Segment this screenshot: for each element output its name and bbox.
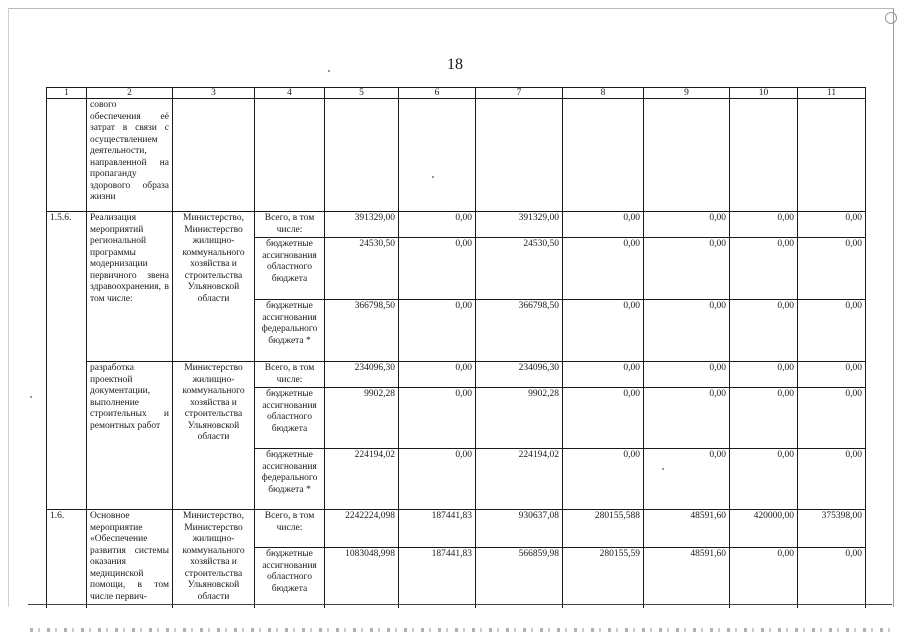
amount-cell: 24530,50 [325,238,399,300]
column-number: 1 [47,88,87,99]
amount-cell: 0,00 [399,238,476,300]
amount-cell: 0,00 [399,388,476,449]
amount-cell: 0,00 [563,449,644,510]
amount-cell: 224194,02 [325,449,399,510]
amount-cell: 0,00 [798,449,866,510]
page-bottom-rule [28,604,892,605]
amount-cell: 0,00 [399,300,476,362]
amount-cell: 0,00 [399,362,476,388]
funding-source: бюджетные ассигнования областного бюджета [255,548,325,608]
amount-cell: 280155,588 [563,510,644,548]
column-number: 6 [399,88,476,99]
measure-name: сового обеспечения её затрат в связи с осуществлением деятельности, направленной на пропаганду здорового образа жизни [87,99,173,212]
executor: Министерство жилищно-коммунального хозяйства и строительства Ульяновской области [173,362,255,510]
amount-cell: 0,00 [563,300,644,362]
amount-cell: 0,00 [563,362,644,388]
amount-cell: 566859,98 [476,548,563,608]
column-number: 5 [325,88,399,99]
scan-speck [30,396,32,398]
column-number: 7 [476,88,563,99]
amount-cell: 0,00 [563,388,644,449]
funding-source: Всего, в том числе: [255,362,325,388]
amount-cell: 0,00 [563,238,644,300]
amount-cell: 420000,00 [730,510,798,548]
amount-cell: 0,00 [644,212,730,238]
amount-cell: 0,00 [730,300,798,362]
measure-name: разработка проектной документации, выполнение строительных и ремонтных работ [87,362,173,510]
funding-source: бюджетные ассигнования областного бюджета [255,238,325,300]
amount-cell: 0,00 [730,449,798,510]
column-number: 11 [798,88,866,99]
amount-cell: 1083048,998 [325,548,399,608]
amount-cell: 0,00 [798,212,866,238]
amount-cell: 391329,00 [476,212,563,238]
amount-cell: 0,00 [644,362,730,388]
amount-cell: 187441,83 [399,510,476,548]
scan-noise [30,628,892,632]
table-row [47,510,866,548]
column-number: 8 [563,88,644,99]
amount-cell: 0,00 [730,362,798,388]
amount-cell: 187441,83 [399,548,476,608]
amount-cell: 0,00 [798,388,866,449]
funding-source: бюджетные ассигнования областного бюджета [255,388,325,449]
funding-source: бюджетные ассигнования федерального бюджета * [255,449,325,510]
amount-cell: 234096,30 [476,362,563,388]
column-number: 2 [87,88,173,99]
amount-cell: 0,00 [730,548,798,608]
amount-cell: 9902,28 [325,388,399,449]
amount-cell: 0,00 [563,212,644,238]
funding-source: Всего, в том числе: [255,510,325,548]
executor: Министерство, Министерство жилищно-коммунального хозяйства и строительства Ульяновской области [173,510,255,608]
column-number: 3 [173,88,255,99]
executor: Министерство, Министерство жилищно-коммунального хозяйства и строительства Ульяновской области [173,212,255,362]
amount-cell: 9902,28 [476,388,563,449]
table-row [47,99,866,212]
item-code: 1.6. [47,510,87,608]
funding-source: бюджетные ассигнования федерального бюджета * [255,300,325,362]
amount-cell: 234096,30 [325,362,399,388]
amount-cell: 0,00 [798,548,866,608]
budget-table [46,87,866,608]
amount-cell: 0,00 [798,238,866,300]
amount-cell: 0,00 [644,449,730,510]
amount-cell: 2242224,098 [325,510,399,548]
amount-cell: 930637,08 [476,510,563,548]
amount-cell: 0,00 [644,238,730,300]
amount-cell: 0,00 [730,388,798,449]
amount-cell: 0,00 [730,212,798,238]
amount-cell: 224194,02 [476,449,563,510]
scan-speck [328,70,330,72]
amount-cell: 0,00 [798,300,866,362]
amount-cell: 24530,50 [476,238,563,300]
column-number: 10 [730,88,798,99]
funding-source: Всего, в том числе: [255,212,325,238]
amount-cell: 0,00 [399,449,476,510]
amount-cell: 0,00 [644,300,730,362]
amount-cell: 366798,50 [476,300,563,362]
measure-name: Реализация мероприятий региональной программы модернизации первичного звена здравоохранения, в том числе: [87,212,173,362]
amount-cell: 48591,60 [644,548,730,608]
amount-cell: 0,00 [798,362,866,388]
amount-cell: 0,00 [730,238,798,300]
amount-cell: 48591,60 [644,510,730,548]
column-number: 4 [255,88,325,99]
item-code: 1.5.6. [47,212,87,510]
amount-cell: 375398,00 [798,510,866,548]
page-number: 18 [447,56,463,73]
column-number: 9 [644,88,730,99]
column-number-row [47,88,866,99]
table-row [47,362,866,388]
amount-cell: 391329,00 [325,212,399,238]
amount-cell: 280155,59 [563,548,644,608]
amount-cell: 0,00 [644,388,730,449]
measure-name: Основное мероприятие «Обеспечение развития системы оказания медицинской помощи, в том числе первич- [87,510,173,608]
table-row [47,212,866,238]
amount-cell: 366798,50 [325,300,399,362]
scan-artifact [885,12,897,24]
amount-cell: 0,00 [399,212,476,238]
